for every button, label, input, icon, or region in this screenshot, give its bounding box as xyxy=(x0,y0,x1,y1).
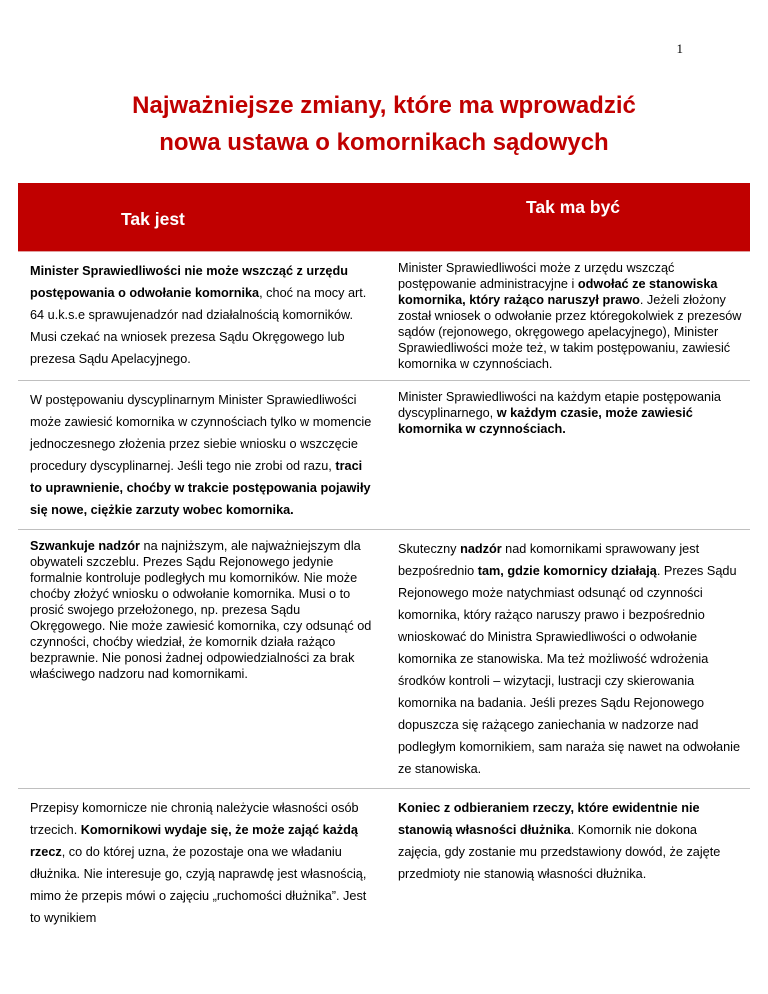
bold-text-run: tam, gdzie komornicy działają xyxy=(477,564,657,578)
cell-planned xyxy=(384,530,750,789)
cell-planned xyxy=(384,252,750,381)
text-run: , co do której uzna, że pozostaje ona we władaniu dłużnika. Nie interesuje go, czyją naprawdę jest własnością, mimo że przepis mówi o zajęciu „ruchomości dłużnika”. Jest to wynikiem xyxy=(30,845,367,925)
page-number: 1 xyxy=(676,41,683,56)
text-run: Skuteczny xyxy=(398,542,461,556)
text-run: nad komornikami sprawowany jest bezpośrednio xyxy=(398,542,700,578)
title-line-2: nowa ustawa o komornikach sądowych xyxy=(159,129,609,156)
text-run: Minister Sprawiedliwości może z urzędu wszcząć postępowanie administracyjne i xyxy=(398,261,675,291)
cell-current xyxy=(18,381,384,530)
table-header-row xyxy=(18,183,750,252)
header-current-state: Tak jest xyxy=(18,183,384,252)
table-row xyxy=(18,789,750,938)
table-row xyxy=(18,381,750,530)
bold-text-run: Komornikowi wydaje się, że może zająć każdą rzecz xyxy=(30,823,358,859)
bold-text-run: Minister Sprawiedliwości nie może wszcząć z urzędu postępowania o odwołanie komornika xyxy=(30,264,348,300)
document-title xyxy=(0,87,768,161)
table-row xyxy=(18,252,750,381)
cell-planned xyxy=(384,789,750,938)
bold-text-run: Szwankuje nadzór xyxy=(30,539,140,553)
bold-text-run: odwołać ze stanowiska komornika, który rażąco naruszył prawo xyxy=(398,277,718,307)
cell-planned xyxy=(384,381,750,530)
text-run: , choć na mocy art. 64 u.k.s.e sprawujenadzór nad działalnością komorników. Musi czekać na wniosek prezesa Sądu Okręgowego lub prezesa Sądu Apelacyjnego. xyxy=(30,286,367,366)
text-run: na najniższym, ale najważniejszym dla obywateli szczeblu. Prezes Sądu Rejonowego jedynie formalnie kontroluje podległych mu komorników. Nie może choćby złożyć wniosku o odwołanie komornika. Musi o to prosić swojego przełożonego, np. prezesa Sądu Okręgowego. Nie może zawiesić komornika, czy odsunąć od czynności, choćby wiedział, że komornik działa rażąco bezprawnie. Nie ponosi żadnej odpowiedzialności za brak właściwego nadzoru nad komornikami. xyxy=(30,539,372,681)
bold-text-run: nadzór xyxy=(460,542,502,556)
text-run: Minister Sprawiedliwości na każdym etapie postępowania dyscyplinarnego, xyxy=(398,390,721,420)
cell-current xyxy=(18,789,384,938)
title-line-1: Najważniejsze zmiany, które ma wprowadzić xyxy=(132,92,636,119)
text-run: . Prezes Sądu Rejonowego może natychmiast odsunąć od czynności komornika, który rażąco naruszy prawo i bezpośrednio wnioskować do Ministra Sprawiedliwości o odwołanie komornika ze stanowiska. Ma też możliwość wdrożenia środków kontroli – wizytacji, lustracji czy skierowania komornika na badania. Jeśli prezes Sądu Rejonowego dopuszcza się rażącego zaniechania w nadzorze nad podległym komornikiem, sam naraża się nawet na odwołanie ze stanowiska. xyxy=(398,564,741,776)
text-run: W postępowaniu dyscyplinarnym Minister Sprawiedliwości może zawiesić komornika w czynnościach tylko w momencie jednoczesnego złożenia przez siebie wniosku o wszczęcie procedury dyscyplinarnej. Jeśli tego nie zrobi od razu, xyxy=(30,393,372,473)
text-run: . Jeżeli złożony został wniosek o odwołanie przez któregokolwiek z prezesów sądów (rejonowego, okręgowego apelacyjnego), Minister Sprawiedliwości może też, w takim postępowaniu, zawiesić komornika w czynnościach. xyxy=(398,293,742,371)
table-row xyxy=(18,530,750,789)
comparison-table xyxy=(18,183,750,937)
cell-current xyxy=(18,530,384,789)
text-run: Przepisy komornicze nie chronią należycie własności osób trzecich. xyxy=(30,801,359,837)
cell-current xyxy=(18,252,384,381)
bold-text-run: traci to uprawnienie, choćby w trakcie postępowania pojawiły się nowe, ciężkie zarzuty wobec komornika. xyxy=(30,459,371,517)
bold-text-run: w każdym czasie, może zawiesić komornika w czynnościach. xyxy=(398,406,693,436)
text-run: . Komornik nie dokona zajęcia, gdy zostanie mu przedstawiony dowód, że zajęte przedmioty nie stanowią własności dłużnika. xyxy=(398,823,721,881)
bold-text-run: Koniec z odbieraniem rzeczy, które ewidentnie nie stanowią własności dłużnika xyxy=(398,801,700,837)
header-planned-state: Tak ma być xyxy=(384,183,750,252)
